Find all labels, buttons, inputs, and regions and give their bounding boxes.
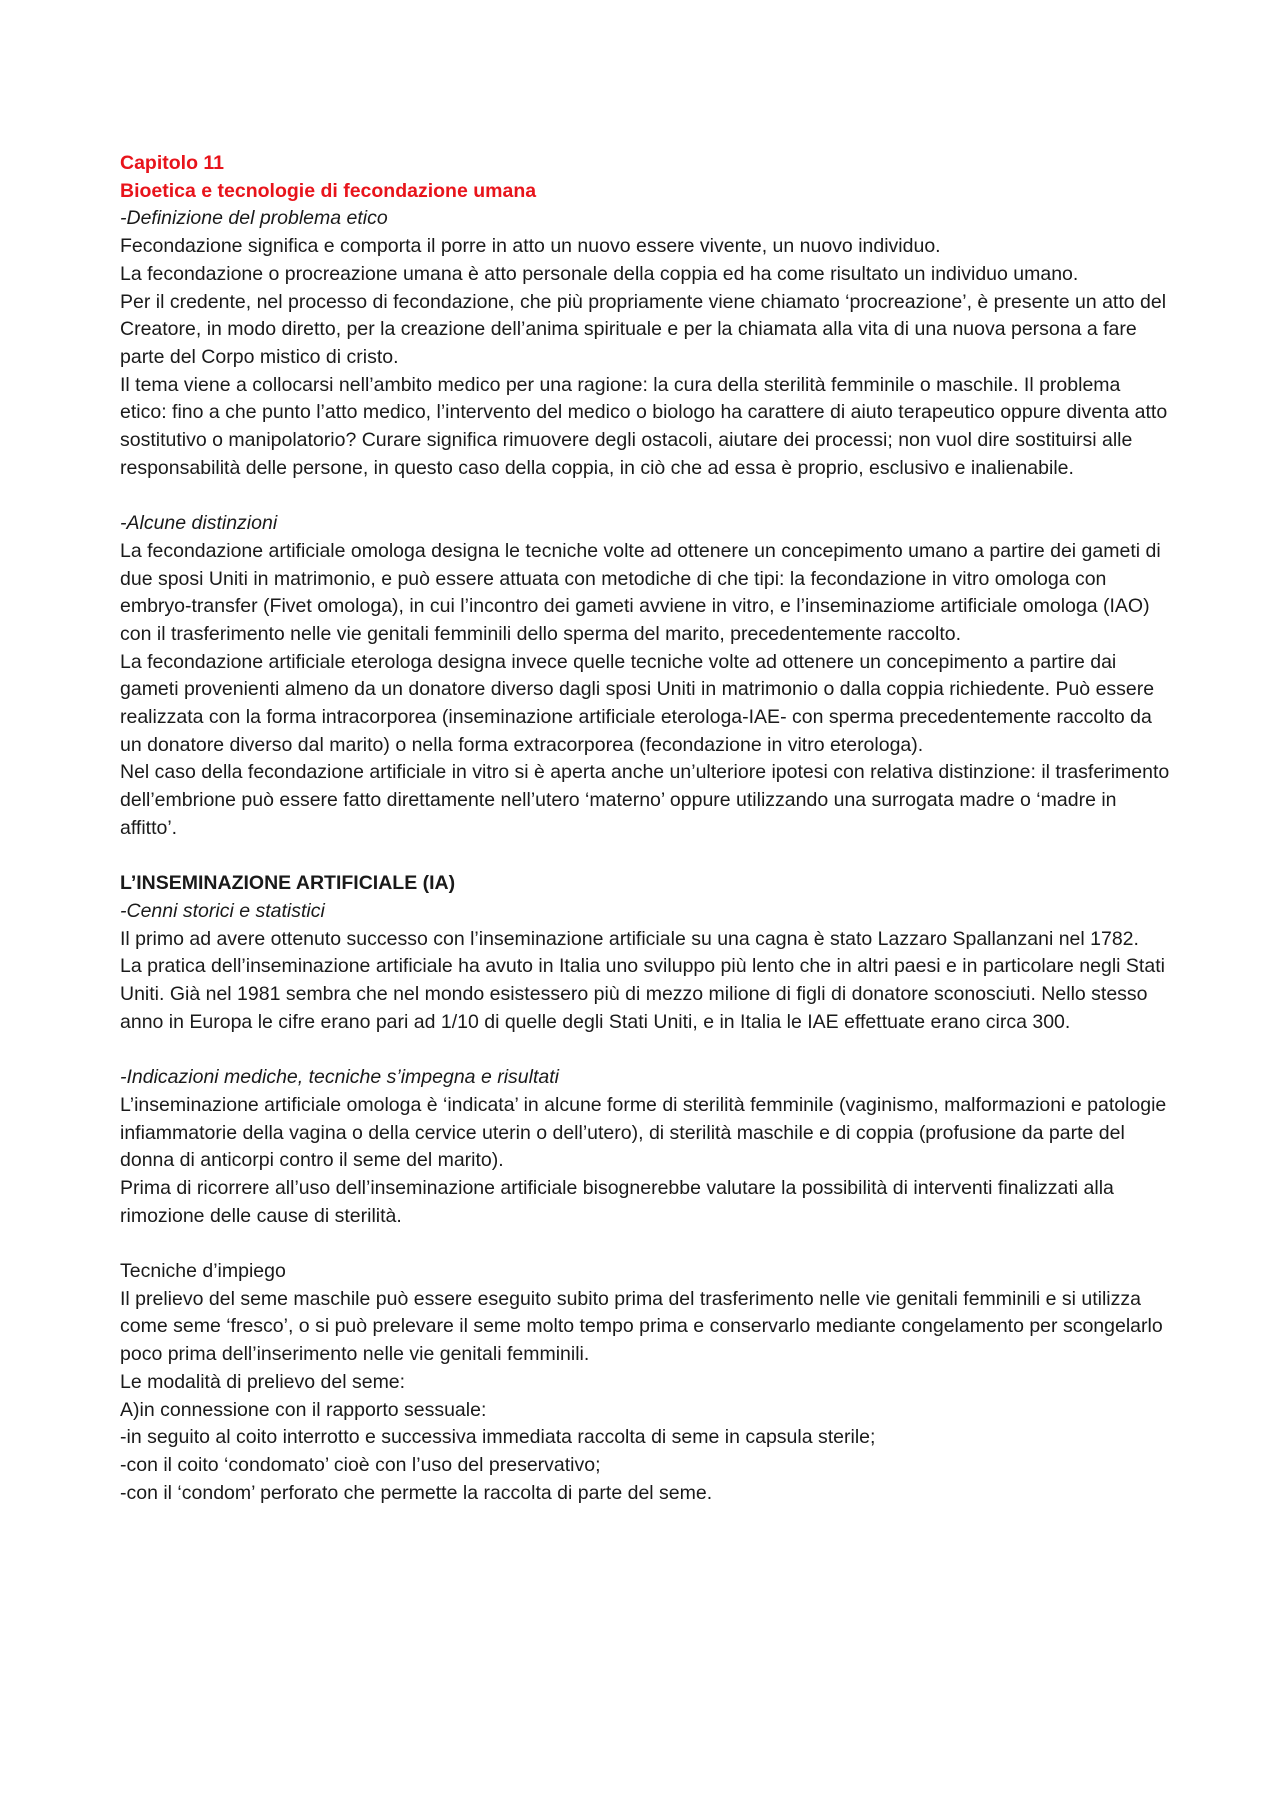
document-page (120, 150, 1170, 1507)
list-item: -con il coito ‘condomato’ cioè con l’uso del preservativo; (120, 1453, 601, 1476)
paragraph: L’inseminazione artificiale omologa è ‘indicata’ in alcune forme di sterilità femminile (vaginismo, malformazioni e patologie infiammatorie della vagina o della cervice uterin o dell’utero), di sterilità maschile e di coppia (profusione da parte del donna di anticorpi contro il seme del marito). (120, 1093, 1167, 1172)
paragraph: Prima di ricorrere all’uso dell’inseminazione artificiale bisognerebbe valutare la possibilità di interventi finalizzati alla rimozione delle cause di sterilità. (120, 1176, 1114, 1227)
paragraph: Il primo ad avere ottenuto successo con l’inseminazione artificiale su una cagna è stato Lazzaro Spallanzani nel 1782. (120, 927, 1139, 950)
section-subtitle: -Alcune distinzioni (120, 512, 278, 535)
section-subtitle: -Cenni storici e statistici (120, 899, 325, 922)
section-subtitle: -Indicazioni mediche, tecniche s’impegna e risultati (120, 1066, 559, 1089)
paragraph: Nel caso della fecondazione artificiale in vitro si è aperta anche un’ulteriore ipotesi con relativa distinzione: il trasferimento dell’embrione può essere fatto direttamente nell’utero ‘materno’ oppure utilizzando una surrogata madre o ‘madre in affitto’. (120, 761, 1170, 839)
spacer (120, 1230, 1170, 1258)
section-subtitle: Tecniche d’impiego (120, 1260, 286, 1283)
paragraph: Il prelievo del seme maschile può essere eseguito subito prima del trasferimento nelle vie genitali femminili e si utilizza come seme ‘fresco’, o si può prelevare il seme molto tempo prima e conservarlo mediante congelamento per scongelarlo poco prima dell’inserimento nelle vie genitali femminili. (120, 1287, 1163, 1366)
paragraph: Le modalità di prelievo del seme: (120, 1370, 406, 1393)
paragraph: A)in connessione con il rapporto sessuale: (120, 1398, 487, 1421)
paragraph: Fecondazione significa e comporta il porre in atto un nuovo essere vivente, un nuovo individuo. (120, 235, 941, 258)
spacer (120, 482, 1170, 510)
list-item: -in seguito al coito interrotto e successiva immediata raccolta di seme in capsula sterile; (120, 1426, 876, 1449)
spacer (120, 1036, 1170, 1064)
chapter-label: Capitolo 11 (120, 152, 225, 174)
list-item: -con il ‘condom’ perforato che permette la raccolta di parte del seme. (120, 1481, 713, 1504)
section-heading: L’INSEMINAZIONE ARTIFICIALE (IA) (120, 872, 456, 895)
paragraph: Il tema viene a collocarsi nell’ambito medico per una ragione: la cura della sterilità femminile o maschile. Il problema etico: fino a che punto l’atto medico, l’intervento del medico o biologo ha carattere di aiuto terapeutico oppure diventa atto sostitutivo o manipolatorio? Curare significa rimuovere degli ostacoli, aiutare dei processi; non vuol dire sostituirsi alle responsabilità delle persone, in questo caso della coppia, in ciò che ad essa è proprio, esclusivo e inalienabile. (120, 373, 1168, 479)
section-subtitle: -Definizione del problema etico (120, 207, 388, 230)
paragraph: La pratica dell’inseminazione artificiale ha avuto in Italia uno sviluppo più lento che in altri paesi e in particolare negli Stati Uniti. Già nel 1981 sembra che nel mondo esistessero più di mezzo milione di figli di donatore sconosciuti. Nello stesso anno in Europa le cifre erano pari ad 1/10 di quelle degli Stati Uniti, e in Italia le IAE effettuate erano circa 300. (120, 955, 1165, 1033)
paragraph: La fecondazione artificiale eterologa designa invece quelle tecniche volte ad ottenere un concepimento a partire dai gameti provenienti almeno da un donatore diverso dagli sposi Uniti in matrimonio o dalla coppia richiedente. Può essere realizzata con la forma intracorporea (inseminazione artificiale eterologa-IAE- con sperma precedentemente raccolto da un donatore diverso dal marito) o nella forma extracorporea (fecondazione in vitro eterologa). (120, 650, 1155, 756)
paragraph: La fecondazione artificiale omologa designa le tecniche volte ad ottenere un concepimento umano a partire dei gameti di due sposi Uniti in matrimonio, e può essere attuata con metodiche di che tipi: la fecondazione in vitro omologa con embryo-transfer (Fivet omologa), in cui l’incontro dei gameti avviene in vitro, e l’inseminaziome artificiale omologa (IAO) con il trasferimento nelle vie genitali femminili dello sperma del marito, precedentemente raccolto. (120, 539, 1161, 645)
chapter-title: Bioetica e tecnologie di fecondazione umana (120, 179, 537, 202)
paragraph: Per il credente, nel processo di fecondazione, che più propriamente viene chiamato ‘procreazione’, è presente un atto del Creatore, in modo diretto, per la creazione dell’anima spirituale e per la chiamata alla vita di una nuova persona a fare parte del Corpo mistico di cristo. (120, 290, 1167, 368)
paragraph: La fecondazione o procreazione umana è atto personale della coppia ed ha come risultato un individuo umano. (120, 262, 1079, 285)
spacer (120, 843, 1170, 871)
